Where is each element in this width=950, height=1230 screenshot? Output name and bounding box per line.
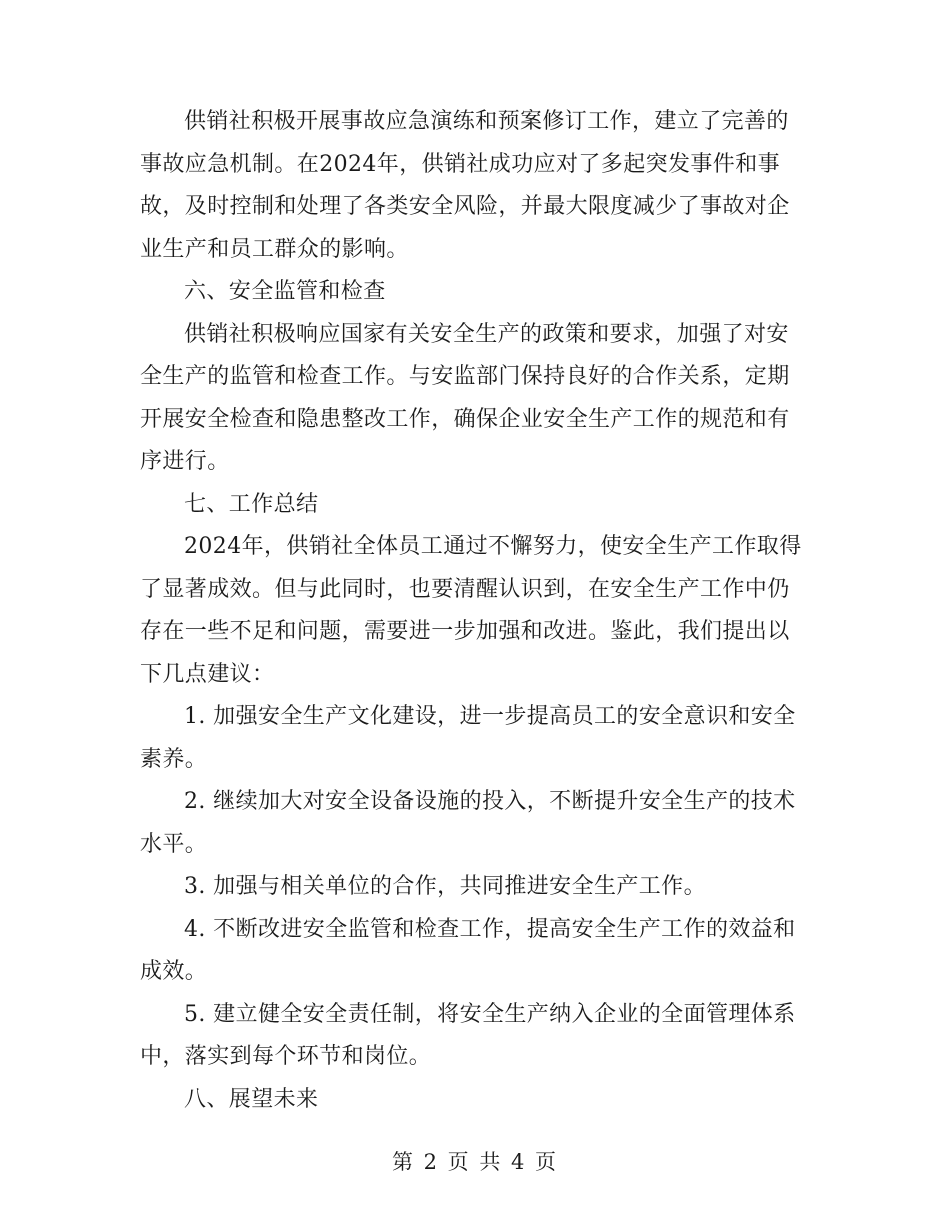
paragraph-emergency-mechanism: 供销社积极开展事故应急演练和预案修订工作，建立了完善的事故应急机制。在2024年，供销社成功应对了多起突发事件和事故，及时控制和处理了各类安全风险，并最大限度减少了事故对企业生产和员工群众的影响。 [140,109,790,262]
heading-future-outlook: 八、展望未来 [184,1086,319,1112]
paragraph-work-summary: 2024年，供销社全体员工通过不懈努力，使安全生产工作取得了显著成效。但与此同时，也要清醒认识到，在安全生产工作中仍存在一些不足和问题，需要进一步加强和改进。鉴此，我们提出以下几点建议： [140,534,802,687]
list-item-suggestion-4: 4. 不断改进安全监管和检查工作，提高安全生产工作的效益和成效。 [140,916,796,984]
document-body [140,101,810,1121]
heading-safety-supervision: 六、安全监管和检查 [184,279,386,304]
page-number-footer: 第 2 页 共 4 页 [391,1150,559,1174]
list-item-suggestion-3: 3. 加强与相关单位的合作，共同推进安全生产工作。 [184,874,706,899]
heading-work-summary: 七、工作总结 [184,491,319,517]
list-item-suggestion-1: 1. 加强安全生产文化建设，进一步提高员工的安全意识和安全素养。 [140,704,796,772]
list-item-suggestion-5: 5. 建立健全安全责任制，将安全生产纳入企业的全面管理体系中，落实到每个环节和岗位。 [140,1001,796,1069]
list-item-suggestion-2: 2. 继续加大对安全设备设施的投入，不断提升安全生产的技术水平。 [140,789,796,857]
paragraph-safety-supervision: 供销社积极响应国家有关安全生产的政策和要求，加强了对安全生产的监管和检查工作。与安监部门保持良好的合作关系，定期开展安全检查和隐患整改工作，确保企业安全生产工作的规范和有序进行。 [140,321,790,474]
